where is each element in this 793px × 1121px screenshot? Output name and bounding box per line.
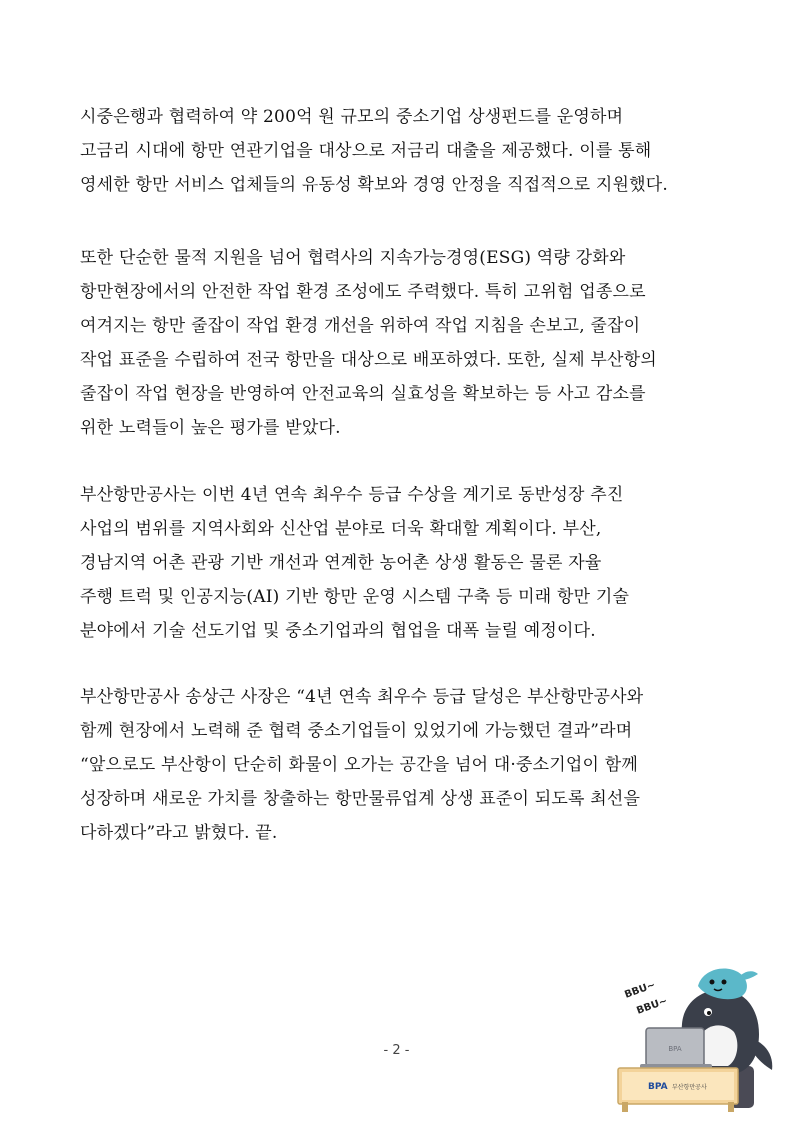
small-dolphin-tail-icon	[740, 971, 758, 980]
text-line: 항만현장에서의 안전한 작업 환경 조성에도 주력했다. 특히 고위험 업종으로	[80, 282, 646, 302]
text-line: 작업 표준을 수립하여 전국 항만을 대상으로 배포하였다. 또한, 실제 부산항의	[80, 350, 657, 370]
text-line: 위한 노력들이 높은 평가를 받았다.	[80, 418, 341, 438]
text-line: 주행 트럭 및 인공지능(AI) 기반 항만 운영 시스템 구축 등 미래 항만 기술	[80, 587, 630, 607]
small-dolphin-eye-icon	[722, 980, 727, 985]
text-line: 경남지역 어촌 관광 기반 개선과 연계한 농어촌 상생 활동은 물론 자율	[80, 553, 602, 573]
text-line: 부산항만공사는 이번 4년 연속 최우수 등급 수상을 계기로 동반성장 추진	[80, 485, 624, 505]
text-line: 성장하며 새로운 가치를 창출하는 항만물류업계 상생 표준이 되도록 최선을	[80, 789, 641, 809]
laptop-label: BPA	[668, 1045, 682, 1053]
text-line: 분야에서 기술 선도기업 및 중소기업과의 협업을 대폭 늘릴 예정이다.	[80, 621, 596, 641]
sound-text-2: BBU~	[635, 995, 669, 1017]
sound-text-1: BBU~	[623, 979, 657, 1001]
paragraph-2	[80, 241, 720, 445]
text-line: 영세한 항만 서비스 업체들의 유동성 확보와 경영 안정을 직접적으로 지원했다.	[80, 175, 668, 195]
paragraph-4	[80, 680, 720, 850]
text-line: 함께 현장에서 노력해 준 협력 중소기업들이 있었기에 가능했던 결과”라며	[80, 721, 633, 741]
mascot-illustration	[612, 962, 782, 1114]
text-line: 또한 단순한 물적 지원을 넘어 협력사의 지속가능경영(ESG) 역량 강화와	[80, 248, 626, 268]
page-number: - 2 -	[383, 1043, 410, 1058]
paragraph-1	[80, 100, 720, 202]
text-line: 고금리 시대에 항만 연관기업을 대상으로 저금리 대출을 제공했다. 이를 통해	[80, 141, 652, 161]
dolphin-belly-icon	[700, 1025, 737, 1066]
paragraph-3	[80, 478, 720, 648]
text-line: 부산항만공사 송상근 사장은 “4년 연속 최우수 등급 달성은 부산항만공사와	[80, 687, 644, 707]
text-line: 시중은행과 협력하여 약 200억 원 규모의 중소기업 상생펀드를 운영하며	[80, 107, 624, 127]
small-dolphin-eye-icon	[710, 980, 715, 985]
text-line: 줄잡이 작업 현장을 반영하여 안전교육의 실효성을 확보하는 등 사고 감소를	[80, 384, 646, 404]
text-line: 사업의 범위를 지역사회와 신산업 분야로 더욱 확대할 계획이다. 부산,	[80, 519, 602, 539]
desk-logo: BPA	[648, 1082, 668, 1092]
text-line: “앞으로도 부산항이 단순히 화물이 오가는 공간을 넘어 대·중소기업이 함께	[80, 755, 638, 775]
dolphin-pupil-icon	[707, 1011, 711, 1015]
text-line: 다하겠다”라고 밝혔다. 끝.	[80, 823, 278, 843]
text-line: 여겨지는 항만 줄잡이 작업 환경 개선을 위하여 작업 지침을 손보고, 줄잡이	[80, 316, 641, 336]
desk-leg-icon	[728, 1102, 734, 1112]
desk-logo-subtitle: 부산항만공사	[672, 1084, 707, 1091]
desk-leg-icon	[622, 1102, 628, 1112]
